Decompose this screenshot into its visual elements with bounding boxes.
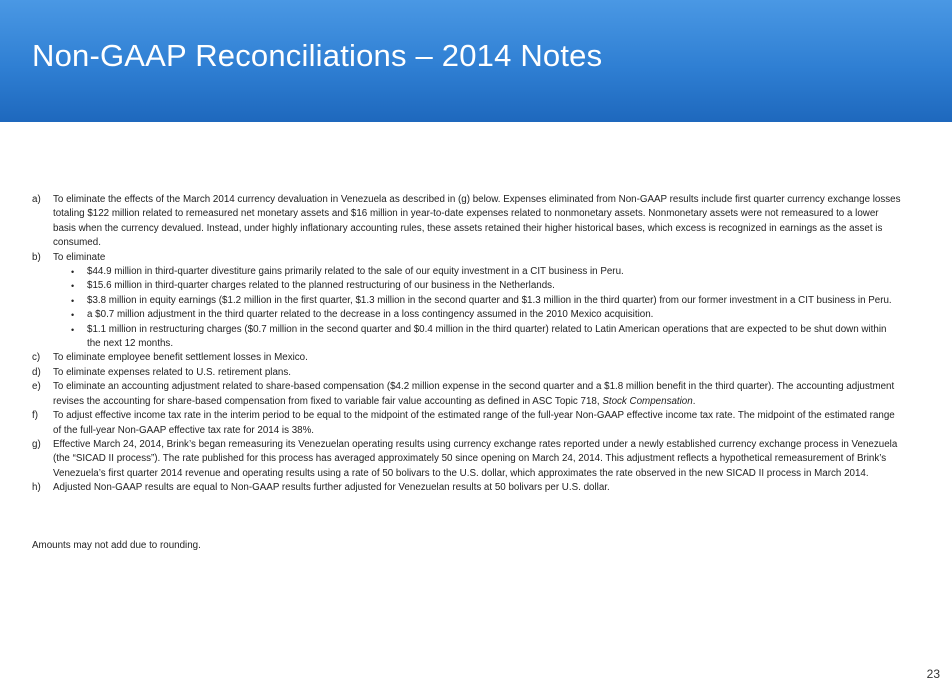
note-text: To eliminate employee benefit settlement losses in Mexico. <box>53 352 308 364</box>
notes-list <box>32 193 902 496</box>
bullet-text: a $0.7 million adjustment in the third quarter related to the decrease in a loss contingency assumed in the 2010 Mexico acquisition. <box>87 309 654 321</box>
list-item <box>71 294 902 308</box>
note-text: To eliminate the effects of the March 2014 currency devaluation in Venezuela as described in (g) below. Expenses eliminated from Non-GAAP results include first quarter currency exchange losses totaling $122 million related to remeasured net monetary assets and $16 million in year-to-date expenses related to nonmonetary assets. Nonmonetary assets were not remeasured to a lower basis when the currency devalued. Instead, under highly inflationary accounting rules, these assets retained their higher historical bases, which excess is recognized in earnings as the asset is consumed. <box>53 194 901 249</box>
note-f <box>32 409 902 438</box>
page-number: 23 <box>926 667 940 681</box>
title-banner <box>0 0 952 122</box>
note-text: To eliminate <box>53 251 106 263</box>
note-text <box>53 380 902 409</box>
note-b <box>32 251 902 265</box>
list-item <box>71 279 902 293</box>
note-c <box>32 351 902 365</box>
note-label: h) <box>32 482 41 494</box>
note-label: c) <box>32 352 41 364</box>
bullet-text: $1.1 million in restructuring charges ($0.7 million in the second quarter and $0.4 million in the third quarter) related to Latin American operations that are expected to be shut down within the next 12 months. <box>87 323 887 350</box>
bullet-icon: • <box>71 295 75 306</box>
note-label: d) <box>32 366 41 378</box>
note-a <box>32 193 902 251</box>
list-item <box>71 323 902 352</box>
note-e <box>32 380 902 409</box>
note-label: e) <box>32 381 41 393</box>
note-text-tail: . <box>692 395 696 407</box>
rounding-footnote: Amounts may not add due to rounding. <box>32 540 201 551</box>
bullet-text: $15.6 million in third-quarter charges related to the planned restructuring of our business in the Netherlands. <box>87 280 555 292</box>
note-label: f) <box>32 410 38 422</box>
bullet-icon: • <box>71 324 75 335</box>
note-g <box>32 438 902 481</box>
bullet-icon: • <box>71 310 75 321</box>
page-title: Non-GAAP Reconciliations – 2014 Notes <box>32 38 603 73</box>
note-h <box>32 481 902 495</box>
note-text: To eliminate expenses related to U.S. retirement plans. <box>53 366 291 378</box>
note-label: g) <box>32 438 41 450</box>
note-text: To adjust effective income tax rate in the interim period to be equal to the midpoint of the estimated range of the full-year Non-GAAP effective income tax rate. The midpoint of the estimated range of the full-year Non-GAAP effective tax rate for 2014 is 38%. <box>53 410 895 436</box>
bullet-icon: • <box>71 281 75 292</box>
bullet-text: $44.9 million in third-quarter divestiture gains primarily related to the sale of our equity investment in a CIT business in Peru. <box>87 266 624 278</box>
bullet-text: $3.8 million in equity earnings ($1.2 million in the first quarter, $1.3 million in the second quarter and $1.3 million in the third quarter) from our former investment in a CIT business in Peru. <box>87 294 892 306</box>
note-text-emphasis: Stock Compensation <box>602 395 693 407</box>
note-d <box>32 366 902 380</box>
list-item <box>71 265 902 279</box>
note-text-main: To eliminate an accounting adjustment related to share-based compensation ($4.2 million expense in the second quarter and a $1.8 million benefit in the third quarter). The accounting adjustment revises the accounting for share-based compensation from fixed to variable fair value accounting as defined in ASC Topic 718, <box>53 381 895 407</box>
bullet-icon: • <box>71 267 75 278</box>
note-label: a) <box>32 194 41 205</box>
list-item <box>71 308 902 322</box>
note-text: Adjusted Non-GAAP results are equal to Non-GAAP results further adjusted for Venezuelan results at 50 bolivars per U.S. dollar. <box>53 482 610 494</box>
note-text: Effective March 24, 2014, Brink’s began remeasuring its Venezuelan operating results using currency exchange rates reported under a newly established currency exchange process in Venezuela (the “SICAD II process”). The rate published for this process has averaged approximately 50 since opening on March 24, 2014. This adjustment reflects a hypothetical remeasurement of Brink’s Venezuela’s first quarter 2014 revenue and operating results using a rate of 50 bolivars to the U.S. dollar, which approximates the rate observed in the new SICAD II process in March 2014. <box>53 438 898 479</box>
note-b-bullets <box>32 265 902 351</box>
note-label: b) <box>32 251 41 263</box>
